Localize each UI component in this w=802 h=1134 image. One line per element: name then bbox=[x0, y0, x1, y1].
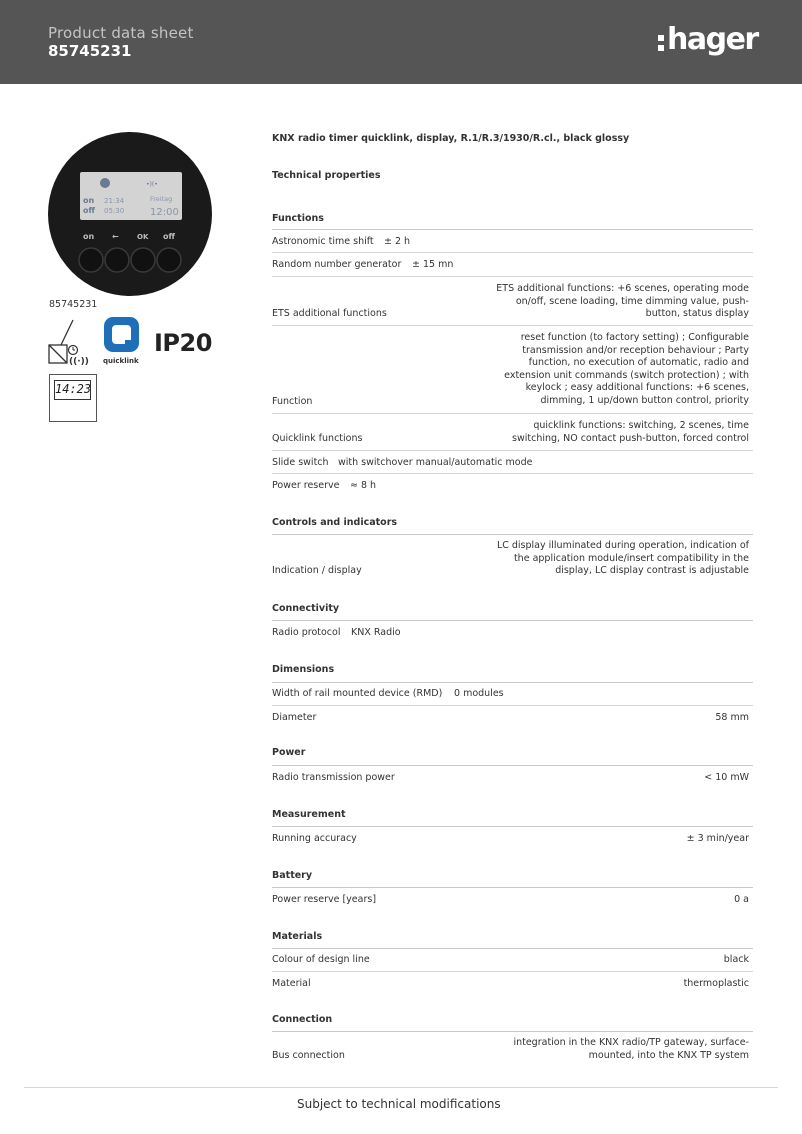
spec-row-random bbox=[272, 252, 753, 277]
spec-row-power-reserve bbox=[272, 473, 753, 496]
display-on-label: on bbox=[83, 196, 95, 205]
spec-row-slide-switch bbox=[272, 450, 753, 474]
spec-row-astronomic bbox=[272, 229, 753, 253]
spec-label: Slide switch bbox=[272, 457, 329, 468]
spec-value: ETS additional functions: +6 scenes, operating mode on/off, scene loading, time dimming value, push- button, status display bbox=[496, 283, 749, 319]
spec-value: integration in the KNX radio/TP gateway, surface- mounted, into the KNX TP system bbox=[513, 1037, 749, 1061]
controls-heading: Controls and indicators bbox=[272, 517, 398, 528]
spec-row-material bbox=[272, 971, 753, 995]
display-clock: 12:00 bbox=[150, 207, 179, 218]
spec-row-diameter bbox=[272, 705, 753, 729]
spec-value: KNX Radio bbox=[351, 627, 401, 638]
article-number: 85745231 bbox=[48, 42, 132, 60]
spec-value: quicklink functions: switching, 2 scenes, time switching, NO contact push-button, forced control bbox=[512, 420, 749, 444]
materials-heading: Materials bbox=[272, 931, 323, 942]
display-off-time: 05:30 bbox=[104, 207, 125, 215]
dimensions-heading: Dimensions bbox=[272, 664, 335, 675]
spec-value: 0 modules bbox=[454, 688, 504, 699]
footer-divider bbox=[24, 1087, 778, 1088]
measurement-heading: Measurement bbox=[272, 809, 346, 820]
display-day: Freitag bbox=[150, 195, 173, 203]
device-button-label-back: ← bbox=[112, 232, 119, 241]
spec-label: Random number generator bbox=[272, 259, 402, 270]
spec-label: Indication / display bbox=[272, 565, 362, 576]
spec-row-colour bbox=[272, 948, 753, 972]
connectivity-heading: Connectivity bbox=[272, 603, 340, 614]
device-button-label-off: off bbox=[163, 232, 175, 241]
ip-rating-label: IP20 bbox=[154, 329, 212, 357]
spec-value: ± 3 min/year bbox=[686, 833, 749, 844]
spec-row-battery-reserve bbox=[272, 887, 753, 910]
technical-properties-heading: Technical properties bbox=[272, 170, 381, 181]
logo-wordmark: hager bbox=[667, 22, 758, 57]
svg-text:((·)): ((·)) bbox=[69, 357, 89, 367]
spec-label: Astronomic time shift bbox=[272, 236, 374, 247]
spec-value: ≈ 8 h bbox=[350, 480, 377, 491]
spec-label: ETS additional functions bbox=[272, 308, 387, 319]
spec-value: < 10 mW bbox=[704, 772, 749, 783]
spec-label: Radio transmission power bbox=[272, 772, 395, 783]
spec-value: black bbox=[723, 954, 749, 965]
spec-row-running-accuracy bbox=[272, 826, 753, 849]
spec-row-radio-protocol bbox=[272, 620, 753, 643]
page-header bbox=[0, 0, 802, 84]
spec-label: Material bbox=[272, 978, 311, 989]
spec-value: 0 a bbox=[734, 894, 749, 905]
image-caption: 85745231 bbox=[49, 299, 98, 310]
digital-timer-icon bbox=[49, 374, 97, 422]
product-image bbox=[47, 131, 213, 297]
spec-label: Running accuracy bbox=[272, 833, 357, 844]
spec-value: ± 15 mn bbox=[412, 259, 454, 270]
spec-value: 58 mm bbox=[715, 712, 749, 723]
spec-value: with switchover manual/automatic mode bbox=[338, 457, 533, 468]
spec-label: Function bbox=[272, 396, 313, 407]
display-off-label: off bbox=[83, 206, 95, 215]
spec-label: Colour of design line bbox=[272, 954, 370, 965]
device-button-label-on: on bbox=[83, 232, 95, 241]
timer-icon-display: 14:23 bbox=[54, 380, 91, 400]
spec-row-bus-connection bbox=[272, 1031, 753, 1068]
spec-row-transmission-power bbox=[272, 765, 753, 788]
device-button-label-ok: OK bbox=[137, 233, 149, 241]
quicklink-label: quicklink bbox=[103, 357, 139, 365]
footer-note: Subject to technical modifications bbox=[297, 1097, 501, 1111]
product-title: KNX radio timer quicklink, display, R.1/R.3/1930/R.cl., black glossy bbox=[272, 133, 630, 144]
document-type-label: Product data sheet bbox=[48, 24, 194, 42]
display-on-time: 21:34 bbox=[104, 197, 125, 205]
spec-label: Power reserve [years] bbox=[272, 894, 377, 905]
logo-dots-icon bbox=[658, 35, 664, 51]
functions-heading: Functions bbox=[272, 213, 324, 224]
spec-row-quicklink bbox=[272, 413, 753, 451]
quicklink-logo bbox=[101, 316, 145, 366]
power-heading: Power bbox=[272, 747, 306, 758]
spec-row-indication bbox=[272, 534, 753, 583]
spec-value: reset function (to factory setting) ; Configurable transmission and/or reception behaviour ; Party function, no execution of automatic, radio and extension unit commands (switch protection) ; with keylock ; easy additional functions: +6 scenes, dimming, 1 up/down button control, priority bbox=[504, 332, 749, 406]
spec-label: Bus connection bbox=[272, 1050, 345, 1061]
connection-heading: Connection bbox=[272, 1014, 333, 1025]
spec-label: Power reserve bbox=[272, 480, 340, 491]
battery-heading: Battery bbox=[272, 870, 313, 881]
radio-timer-icon bbox=[47, 316, 101, 368]
spec-label: Diameter bbox=[272, 712, 317, 723]
spec-row-ets bbox=[272, 276, 753, 326]
spec-value: ± 2 h bbox=[384, 236, 411, 247]
spec-value: thermoplastic bbox=[683, 978, 749, 989]
spec-value: LC display illuminated during operation, indication of the application module/insert compatibility in the display, LC display contrast is adjustable bbox=[496, 540, 749, 576]
svg-text:•)(•: •)(• bbox=[146, 181, 158, 188]
spec-row-width bbox=[272, 682, 753, 706]
spec-label: Quicklink functions bbox=[272, 433, 363, 444]
hager-logo bbox=[658, 22, 758, 58]
spec-row-function bbox=[272, 325, 753, 414]
spec-label: Radio protocol bbox=[272, 627, 341, 638]
spec-label: Width of rail mounted device (RMD) bbox=[272, 688, 443, 699]
